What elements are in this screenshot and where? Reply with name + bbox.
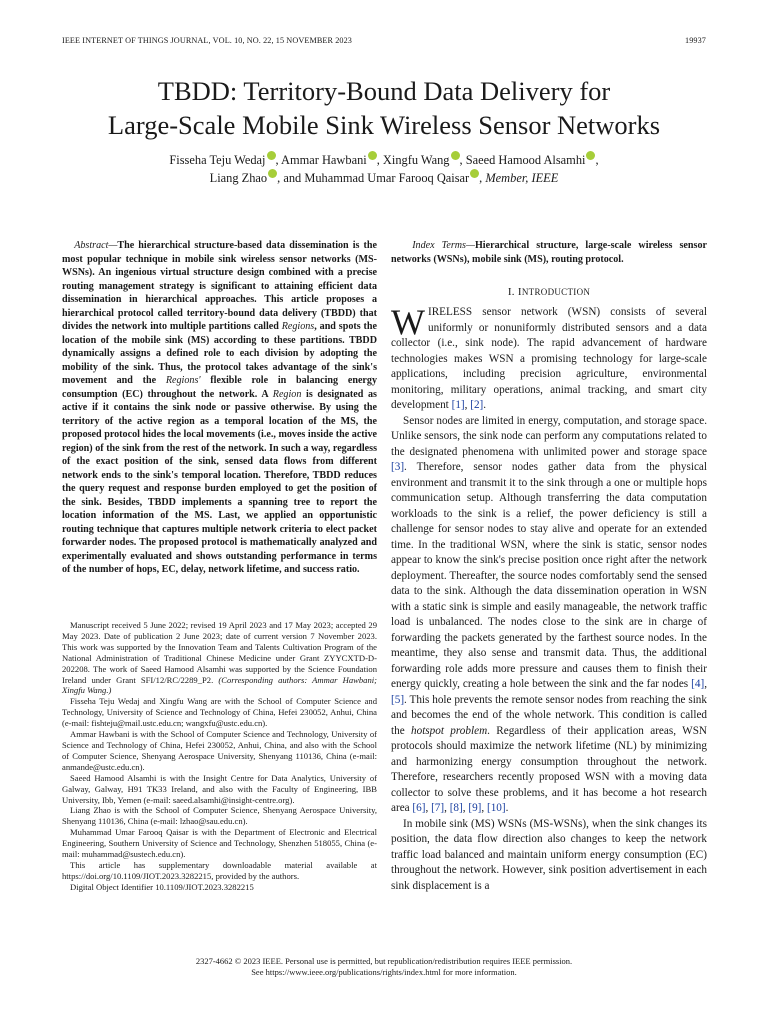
drop-cap: W (391, 302, 425, 342)
author-name: Xingfu Wang (382, 153, 450, 167)
doi-note: Digital Object Identifier 10.1109/JIOT.2023.3282215 (70, 881, 254, 892)
author-line-2: Liang Zhao , and Muhammad Umar Farooq Qaisar , Member, IEEE (209, 171, 559, 185)
citation-link[interactable]: [8] (449, 802, 463, 814)
paragraph: In mobile sink (MS) WSNs (MS-WSNs), when the sink changes its position, the data flow direction also changes to keep the network traffic load balanced and maintain uniform energy consumption (EC) throughout the network. However, sink position advertisement in each sink displacement is a (391, 817, 707, 892)
affiliation-note: Fisseha Teju Wedaj and Xingfu Wang are with the School of Computer Science and Technology, University of Science and Technology of China, Hefei 230052, Anhui, China (e-mail: fishteju@mail.ustc.edu.cn; wangxfu@ustc.edu.cn). (62, 696, 377, 729)
footnotes (62, 620, 377, 893)
page-number: 19937 (685, 36, 706, 45)
title-line-1: TBDD: Territory-Bound Data Delivery for (157, 76, 611, 106)
abstract-label: Abstract— (74, 240, 118, 251)
citation-link[interactable]: [1] (451, 399, 465, 411)
index-terms-label: Index Terms— (412, 240, 475, 251)
orcid-icon[interactable] (586, 151, 595, 160)
citation-link[interactable]: [5] (391, 693, 405, 706)
index-terms: Index Terms—Hierarchical structure, large-scale wireless sensor networks (WSNs), mobile sink (MS), routing protocol. (391, 240, 707, 265)
author-list (40, 151, 728, 187)
affiliation-note: Muhammad Umar Farooq Qaisar is with the Department of Electronic and Electrical Engineering, Southern University of Science and Technology, Shenzhen 518055, China (e-mail: muhammad@sustech.edu.cn). (62, 827, 377, 860)
journal-name: IEEE INTERNET OF THINGS JOURNAL, VOL. 10, NO. 22, 15 NOVEMBER 2023 (62, 36, 352, 45)
orcid-icon[interactable] (267, 151, 276, 160)
affiliation-note: Saeed Hamood Alsamhi is with the Insight Centre for Data Analytics, University of Galway, Galway, H91 TK33 Ireland, and also with the Faculty of Engineering, IBB University, Ibb, Yemen (e-mail: saeed.alsamhi@insight-centre.org). (62, 772, 377, 805)
citation-link[interactable]: [7] (431, 802, 445, 814)
orcid-icon[interactable] (451, 151, 460, 160)
paragraph: WIRELESS sensor network (WSN) consists of several uniformly or nonuniformly distributed sensors and a data collector (i.e., sink node). The rapid advancement of hardware technologies makes WSN a promising technology for large-scale applications, including precision agriculture, environmental monitoring, military operations, animal tracking, and smart city development [1], [2]. (391, 302, 707, 411)
affiliation-note: Ammar Hawbani is with the School of Computer Science and Technology, University of Science and Technology of China, Hefei 230052, Anhui, China, and also with the School of Computer Science, Shenyang Aerospace University, Shenyang 110136, China (e-mail: anmande@ustc.edu.cn). (62, 729, 377, 772)
citation-link[interactable]: [10] (486, 802, 506, 814)
orcid-icon[interactable] (368, 151, 377, 160)
copyright-line: 2327-4662 © 2023 IEEE. Personal use is permitted, but republication/redistribution requires IEEE permission. (195, 956, 573, 966)
paragraph: Sensor nodes are limited in energy, computation, and storage space. Unlike sensors, the sink node can perform any computations related to the designated phenomena with unlimited power and storage space [3]. Therefore, sensor nodes gather data from the physical environment and transmit it to the sink through a one or multiple hops communication setup. Although transferring the data computation workloads to the sink is a relief, the power deficiency is still a challenge for sensor nodes to stay alive and operate for an extended time. In the traditional WSN, where the sink is static, sensor nodes appear to know the sink's precise position once right after the network deployment. Thereafter, the source nodes comfortably send the sensed data to the sink. Although the data dissemination operation in WSN with a static sink is simple and easily manageable, the network traffic load is unbalanced. The nodes close to the sink are in charge of forwarding the packets generated by the farthest source nodes. In the meantime, they also sense and transmit data. Thus, the additional forwarding role adds more pressure and causes them to finish their energy quickly, creating a hole between the sink and the far nodes [4], [5]. This hole prevents the remote sensor nodes from reaching the sink and becomes the end of the whole network. This condition is called the hotspot problem. Regardless of their application areas, WSN protocols should maximize the network lifetime (NL) by minimizing and harmonizing energy consumption throughout the network. Therefore, researchers recently proposed WSN with a moving data collector to solve these problems, and it has become a hot research area [6], [7], [8], [9], [10]. (391, 414, 707, 814)
citation-link[interactable]: [3] (391, 461, 405, 473)
author-line-1: Fisseha Teju Wedaj , Ammar Hawbani , Xingfu Wang , Saeed Hamood Alsamhi , (169, 153, 599, 167)
citation-link[interactable]: [2] (470, 399, 484, 411)
section-heading: I. INTRODUCTION (507, 286, 591, 298)
paper-title (30, 74, 738, 142)
author-name: Fisseha Teju Wedaj (169, 153, 266, 167)
citation-link[interactable]: [6] (412, 802, 426, 814)
affiliation-note: Liang Zhao is with the School of Computer Science, Shenyang Aerospace University, Shenyang 110136, China (e-mail: lzhao@sau.edu.cn). (62, 805, 377, 827)
rights-line: See https://www.ieee.org/publications/rights/index.html for more information. (251, 967, 517, 977)
membership-grade: Member, IEEE (485, 171, 559, 185)
author-name: Ammar Hawbani (281, 153, 367, 167)
abstract: Abstract—The hierarchical structure-based data dissemination is the most popular technique in mobile sink wireless sensor networks (MS-WSNs). An ingenious virtual structure design combined with a precise routing management strategy is significant to attaining efficient data dissemination in hierarchical approaches. This article proposes a hierarchical protocol called territory-bound data delivery (TBDD) that divides the network into multiple partitions called Regions, and spots the location of the mobile sink (MS) according to these partitions. TBDD dynamically assigns a defined role to each division by adopting the mobility of the sink. Thus, the protocol takes advantage of the sink's movement and the Regions' flexible role in balancing energy consumption (EC) throughout the network. A Region is designated as active if it contains the sink node or passive otherwise. By using the territory of the active region as a temporal location of the MS, the proposed protocol hides the local movements (i.e., moves inside the active region) of the sink from the rest of the network. In such a way, regardless of the exact position of the sink, sensed data flows from different network ends to the sink's temporal location. Therefore, TBDD reduces the query request and response burden employed to get the position of the sink. Besides, TBDD implements a spanning tree to report the location information of the MS. Last, we applied an opportunistic routing technique that captures multiple network criteria to elect packet forwarder nodes. The proposed protocol is mathematically analyzed and experimentally evaluated and shows outstanding performance in terms of the number of hops, EC, delay, network lifetime, and success ratio. (62, 240, 377, 575)
citation-link[interactable]: [4] (691, 678, 705, 690)
author-name: Saeed Hamood Alsamhi (465, 153, 586, 167)
introduction-body (391, 302, 707, 894)
orcid-icon[interactable] (470, 169, 479, 178)
author-name: Liang Zhao (209, 171, 268, 185)
author-name: and Muhammad Umar Farooq Qaisar (283, 171, 470, 185)
running-header (62, 36, 706, 48)
orcid-icon[interactable] (268, 169, 277, 178)
citation-link[interactable]: [9] (468, 802, 482, 814)
copyright-footer (62, 956, 706, 978)
supplementary-note: This article has supplementary downloadable material available at https://doi.org/10.1109/JIOT.2023.3282215, provided by the authors. (62, 859, 377, 881)
title-line-2: Large-Scale Mobile Sink Wireless Sensor Networks (107, 110, 661, 140)
manuscript-note: Manuscript received 5 June 2022; revised 19 April 2023 and 17 May 2023; accepted 29 May 2023. Date of publication 2 June 2023; date of current version 7 November 2023. This work was supported by the Innovation Team and Talents Cultivation Program of the National Administration of Traditional Chinese Medicine under Grant ZYYCXTD-D-202208. The work of Saeed Hamood Alsamhi was supported by the Science Foundation Ireland under Grant SFI/12/RC/2289_P2. (Corresponding authors: Ammar Hawbani; Xingfu Wang.) (62, 620, 377, 696)
